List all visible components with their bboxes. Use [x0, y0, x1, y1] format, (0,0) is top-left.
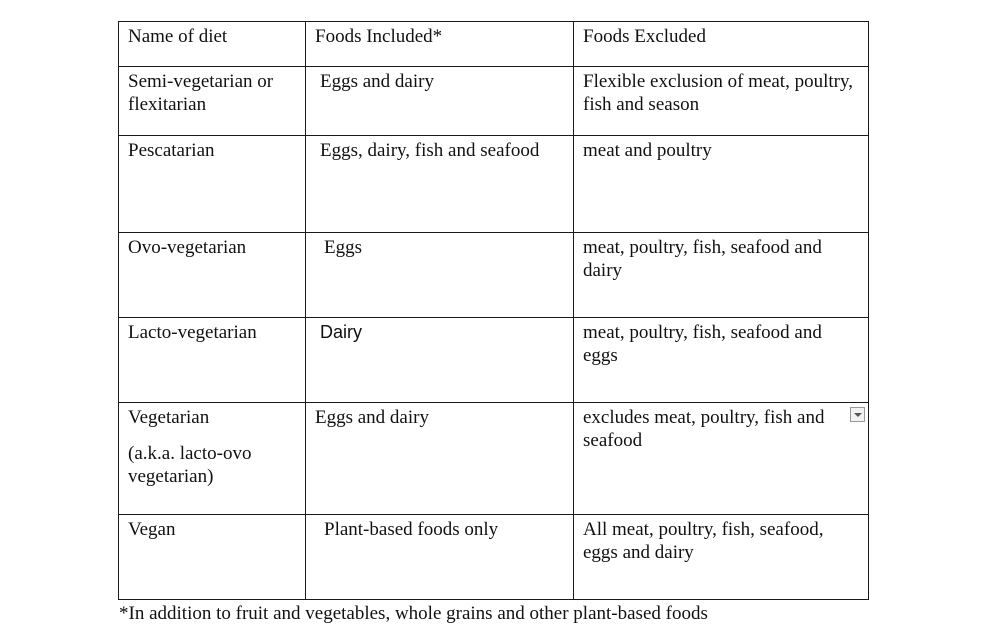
foods-included-cell: Eggs and dairy — [306, 403, 574, 515]
foods-excluded-text: excludes meat, poultry, fish and seafood — [583, 407, 825, 451]
foods-included-cell: Eggs and dairy — [306, 67, 574, 136]
table-row — [119, 403, 869, 515]
foods-excluded-cell: meat, poultry, fish, seafood and eggs — [574, 318, 869, 403]
table-row — [119, 318, 869, 403]
diet-name-cell — [119, 403, 306, 515]
diet-name-cell: Pescatarian — [119, 136, 306, 233]
foods-included-cell: Dairy — [306, 318, 574, 403]
table-footnote: *In addition to fruit and vegetables, whole grains and other plant-based foods — [119, 603, 708, 624]
table-row — [119, 515, 869, 600]
foods-excluded-cell — [574, 403, 869, 515]
foods-excluded-cell: All meat, poultry, fish, seafood, eggs and dairy — [574, 515, 869, 600]
diet-table — [118, 21, 869, 600]
foods-excluded-cell: Flexible exclusion of meat, poultry, fish and season — [574, 67, 869, 136]
foods-included-cell: Eggs, dairy, fish and seafood — [306, 136, 574, 233]
diet-name-cell: Semi-vegetarian or flexitarian — [119, 67, 306, 136]
diet-name-cell: Ovo-vegetarian — [119, 233, 306, 318]
table-row — [119, 136, 869, 233]
header-name-of-diet: Name of diet — [119, 22, 306, 67]
diet-name-cell: Lacto-vegetarian — [119, 318, 306, 403]
foods-excluded-cell: meat, poultry, fish, seafood and dairy — [574, 233, 869, 318]
table-header-row — [119, 22, 869, 67]
foods-included-cell: Plant-based foods only — [306, 515, 574, 600]
diet-name-text: Vegetarian — [128, 407, 210, 428]
table-row — [119, 67, 869, 136]
header-foods-included: Foods Included* — [306, 22, 574, 67]
foods-included-cell: Eggs — [306, 233, 574, 318]
diet-name-cell: Vegan — [119, 515, 306, 600]
table-row — [119, 233, 869, 318]
chevron-down-icon[interactable] — [850, 407, 865, 422]
header-foods-excluded: Foods Excluded — [574, 22, 869, 67]
foods-excluded-cell: meat and poultry — [574, 136, 869, 233]
diet-name-alias: (a.k.a. lacto-ovo vegetarian) — [128, 443, 252, 487]
foods-excluded-wrap — [583, 406, 859, 452]
